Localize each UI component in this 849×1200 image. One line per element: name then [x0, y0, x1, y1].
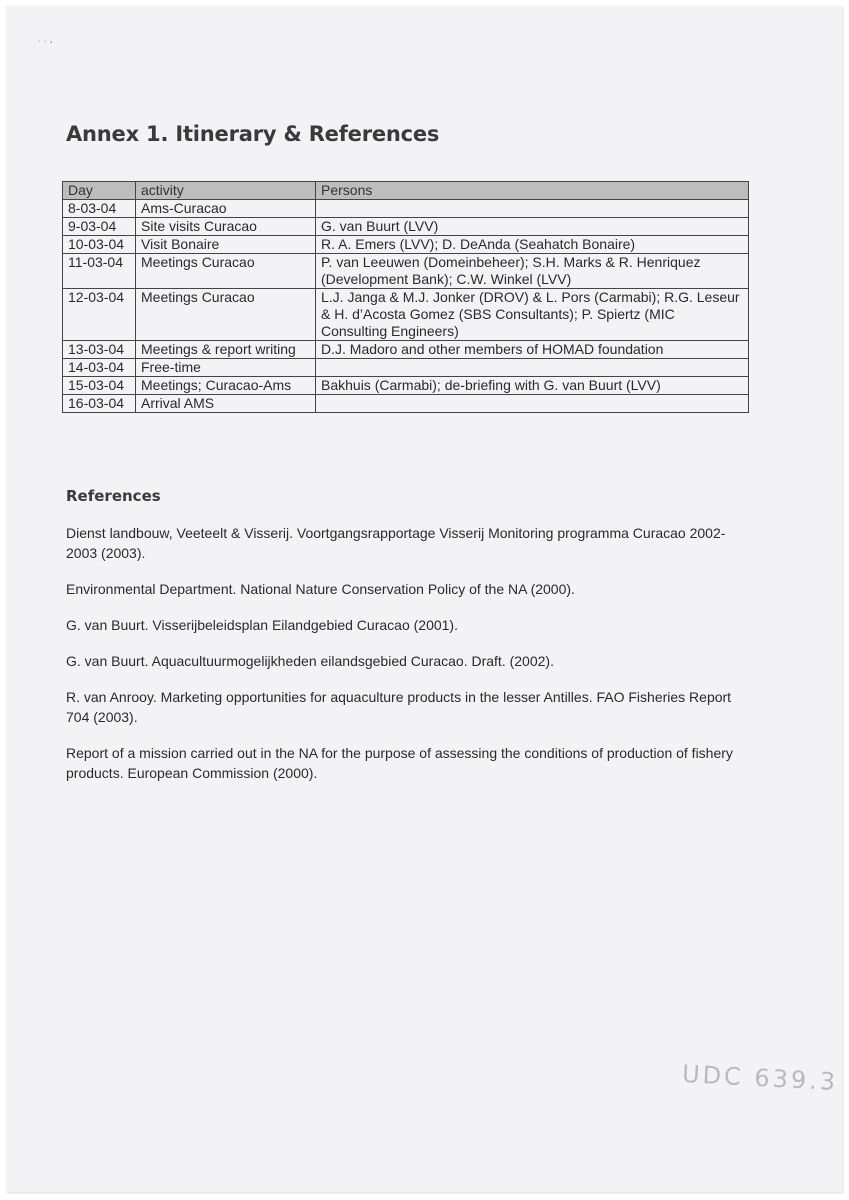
table-row: [63, 254, 749, 289]
table-row: [63, 395, 749, 413]
table-row: [63, 359, 749, 377]
cell-activity: Meetings Curacao: [136, 289, 316, 341]
cell-persons: G. van Buurt (LVV): [316, 218, 749, 236]
cell-activity: Arrival AMS: [136, 395, 316, 413]
references-heading: References: [66, 487, 161, 505]
reference-item: R. van Anrooy. Marketing opportunities for aquaculture products in the lesser Antilles. FAO Fisheries Report 704 (2003).: [66, 689, 732, 725]
cell-persons: [316, 200, 749, 218]
reference-item: G. van Buurt. Visserijbeleidsplan Eilandgebied Curacao (2001).: [66, 617, 458, 633]
cell-day: 13-03-04: [63, 341, 136, 359]
cell-day: 16-03-04: [63, 395, 136, 413]
cell-activity: Meetings Curacao: [136, 254, 316, 289]
paper-speck: ˙ ˙ ': [38, 40, 53, 51]
column-header-activity: activity: [136, 182, 316, 200]
table-row: [63, 377, 749, 395]
cell-day: 14-03-04: [63, 359, 136, 377]
column-header-persons: Persons: [316, 182, 749, 200]
cell-persons: L.J. Janga & M.J. Jonker (DROV) & L. Pors (Carmabi); R.G. Leseur & H. d’Acosta Gomez (SBS Consultants); P. Spiertz (MIC Consulting Engineers): [316, 289, 749, 341]
cell-day: 12-03-04: [63, 289, 136, 341]
cell-day: 8-03-04: [63, 200, 136, 218]
cell-persons: P. van Leeuwen (Domeinbeheer); S.H. Marks & R. Henriquez (Development Bank); C.W. Winkel (LVV): [316, 254, 749, 289]
column-header-day: Day: [63, 182, 136, 200]
cell-day: 15-03-04: [63, 377, 136, 395]
cell-persons: R. A. Emers (LVV); D. DeAnda (Seahatch Bonaire): [316, 236, 749, 254]
cell-activity: Meetings & report writing: [136, 341, 316, 359]
itinerary-table: [62, 181, 749, 413]
table-row: [63, 289, 749, 341]
reference-item: G. van Buurt. Aquacultuurmogelijkheden eilandsgebied Curacao. Draft. (2002).: [66, 653, 554, 669]
cell-persons: [316, 395, 749, 413]
cell-activity: Ams-Curacao: [136, 200, 316, 218]
table-row: [63, 341, 749, 359]
table-header-row: [63, 182, 749, 200]
table-row: [63, 200, 749, 218]
reference-item: Dienst landbouw, Veeteelt & Visserij. Voortgangsrapportage Visserij Monitoring programma Curacao 2002-2003 (2003).: [66, 525, 726, 561]
cell-activity: Free-time: [136, 359, 316, 377]
references-list: [66, 523, 746, 799]
table-row: [63, 218, 749, 236]
cell-day: 11-03-04: [63, 254, 136, 289]
page-title: Annex 1. Itinerary & References: [66, 122, 440, 146]
cell-persons: D.J. Madoro and other members of HOMAD foundation: [316, 341, 749, 359]
reference-item: Report of a mission carried out in the NA for the purpose of assessing the conditions of production of fishery products. European Commission (2000).: [66, 745, 733, 781]
cell-activity: Site visits Curacao: [136, 218, 316, 236]
cell-day: 9-03-04: [63, 218, 136, 236]
cell-day: 10-03-04: [63, 236, 136, 254]
cell-activity: Meetings; Curacao-Ams: [136, 377, 316, 395]
cell-persons: Bakhuis (Carmabi); de-briefing with G. van Buurt (LVV): [316, 377, 749, 395]
table-row: [63, 236, 749, 254]
document-page: [6, 6, 842, 1192]
handwritten-classification-note: UDC 639.3: [681, 1059, 839, 1097]
cell-persons: [316, 359, 749, 377]
cell-activity: Visit Bonaire: [136, 236, 316, 254]
reference-item: Environmental Department. National Nature Conservation Policy of the NA (2000).: [66, 581, 575, 597]
